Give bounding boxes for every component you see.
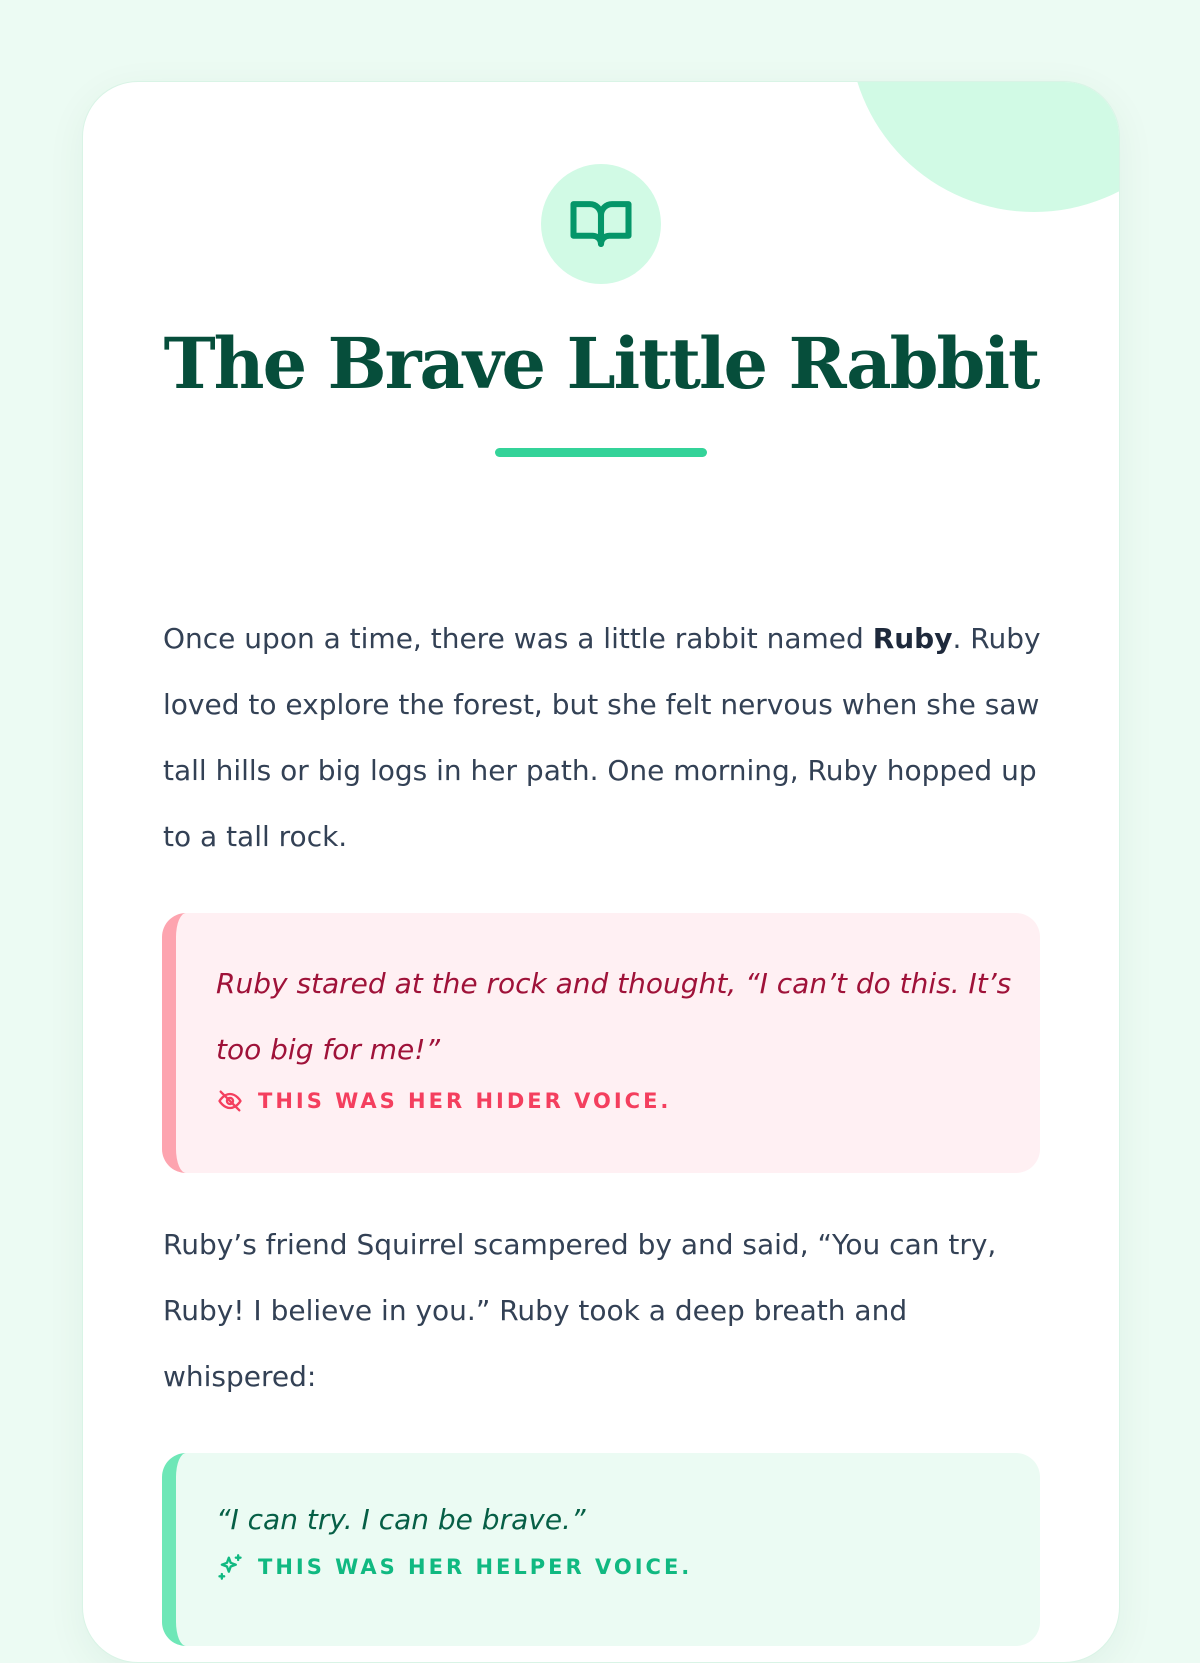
helper-voice-label: THIS WAS HER HELPER VOICE. [258, 1555, 693, 1579]
title-underline [495, 448, 707, 457]
sparkles-icon [216, 1553, 244, 1581]
book-badge [541, 164, 661, 284]
corner-decoration [849, 81, 1120, 212]
paragraph-1-intro: Once upon a time, there was a little rabbit named [163, 622, 873, 655]
hider-voice-row [216, 1087, 1020, 1115]
hider-voice-label: THIS WAS HER HIDER VOICE. [258, 1089, 672, 1113]
character-name: Ruby [872, 622, 953, 655]
story-paragraph-2: Ruby’s friend Squirrel scampered by and said, “You can try, Ruby! I believe in you.” Ruby took a deep breath and whispered: [163, 1228, 997, 1393]
paragraph-1-rest: . Ruby loved to explore the forest, but she felt nervous when she saw tall hills or big logs in her path. One morning, Ruby hopped up to a tall rock. [163, 622, 1041, 853]
open-book-icon [568, 189, 634, 259]
story-title: The Brave Little Rabbit [163, 322, 1039, 405]
hider-voice-callout [162, 913, 1040, 1173]
story-card [82, 81, 1120, 1663]
helper-voice-row [216, 1553, 1020, 1581]
hider-quote: Ruby stared at the rock and thought, “I can’t do this. It’s too big for me!” [216, 967, 1012, 1066]
helper-quote: “I can try. I can be brave.” [216, 1503, 586, 1536]
story-paragraph-1 [163, 606, 1043, 870]
helper-voice-callout [162, 1453, 1040, 1646]
eye-off-icon [216, 1087, 244, 1115]
